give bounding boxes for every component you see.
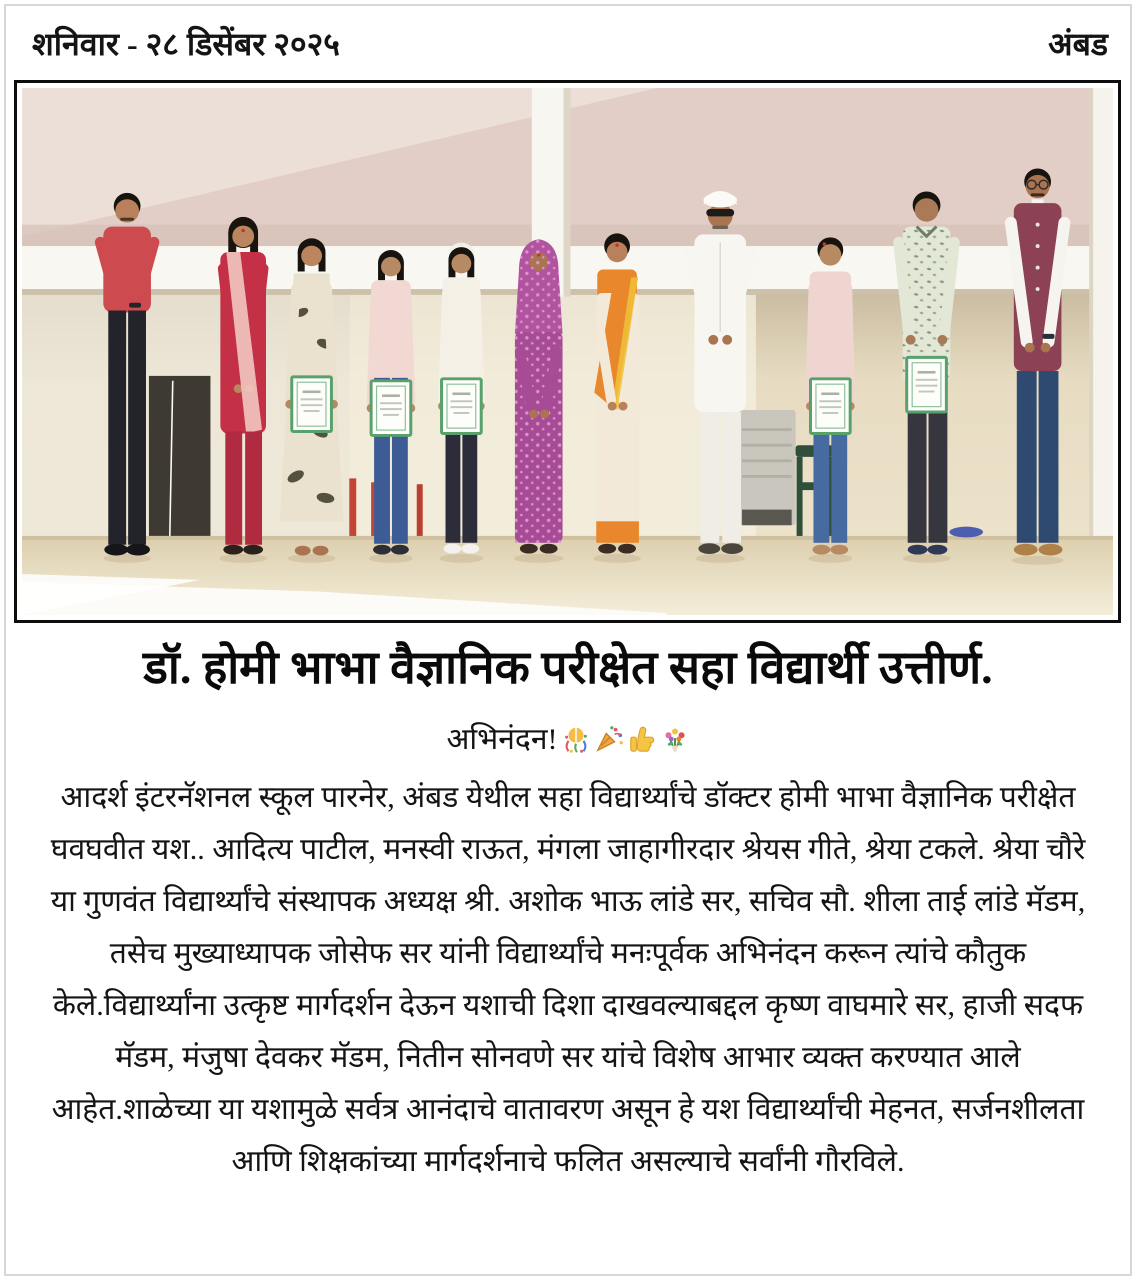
confetti-ball-icon bbox=[561, 724, 591, 766]
article-photo bbox=[14, 80, 1121, 623]
center-pillar-shade bbox=[564, 88, 571, 297]
date-line: शनिवार - २८ डिसेंबर २०२५ bbox=[32, 26, 340, 62]
group-photo-illustration bbox=[22, 88, 1113, 615]
floor-wall-junction bbox=[22, 536, 1113, 540]
congrats-text: अभिनंदन! bbox=[446, 723, 558, 756]
location-label: अंबड bbox=[1048, 26, 1108, 62]
right-pillar bbox=[1091, 88, 1113, 539]
masthead bbox=[6, 6, 1130, 66]
article-body-line: या गुणवंत विद्यार्थ्यांचे संस्थापक अध्यक्ष श्री. अशोक भाऊ लांडे सर, सचिव सौ. शीला ताई लांडे मॅडम, bbox=[50, 885, 1086, 918]
party-popper-icon bbox=[594, 724, 624, 766]
thumbs-up-icon bbox=[627, 724, 657, 766]
headline: डॉ. होमी भाभा वैज्ञानिक परीक्षेत सहा विद्यार्थी उत्तीर्ण. bbox=[143, 642, 993, 693]
air-cooler bbox=[738, 410, 796, 525]
article-body-line: आहेत.शाळेच्या या यशामुळे सर्वत्र आनंदाचे वातावरण असून हे यश विद्यार्थ्यांची मेहनत, सर्जनशीलता bbox=[51, 1093, 1085, 1126]
right-pillar-edge bbox=[1089, 88, 1093, 539]
article-body-line: मॅडम, मंजुषा देवकर मॅडम, नितीन सोनवणे सर यांचे विशेष आभार व्यक्त करण्यात आले bbox=[115, 1041, 1021, 1074]
news-clipping-page bbox=[4, 4, 1132, 1276]
article-body-line: आणि शिक्षकांच्या मार्गदर्शनाचे फलित असल्याचे सर्वांनी गौरविले. bbox=[231, 1145, 905, 1178]
article-body bbox=[34, 772, 1102, 1188]
article-body-line: केले.विद्यार्थ्यांना उत्कृष्ट मार्गदर्शन देऊन यशाची दिशा दाखवल्याबद्दल कृष्ण वाघमारे सर, हाजी सदफ bbox=[52, 989, 1084, 1022]
bouquet-icon bbox=[660, 724, 690, 766]
dark-window bbox=[149, 376, 210, 536]
blue-cloth bbox=[949, 527, 983, 538]
article-body-line: घवघवीत यश.. आदित्य पाटील, मनस्वी राऊत, मंगला जाहागीरदार श्रेयस गीते, श्रेया टकले. श्रेया चौरे bbox=[50, 833, 1086, 866]
article-body-line: तसेच मुख्याध्यापक जोसेफ सर यांनी विद्यार्थ्यांचे मनःपूर्वक अभिनंदन करून त्यांचे कौतुक bbox=[109, 937, 1027, 970]
article-body-line: आदर्श इंटरनॅशनल स्कूल पारनेर, अंबड येथील सहा विद्यार्थ्यांचे डॉक्टर होमी भाभा वैज्ञानिक परीक्षेत bbox=[60, 781, 1076, 814]
person-woman-in-cream-orange-saree bbox=[593, 233, 641, 562]
person-elder-woman-in-purple-saree bbox=[514, 239, 564, 563]
congrats-line bbox=[6, 719, 1130, 766]
